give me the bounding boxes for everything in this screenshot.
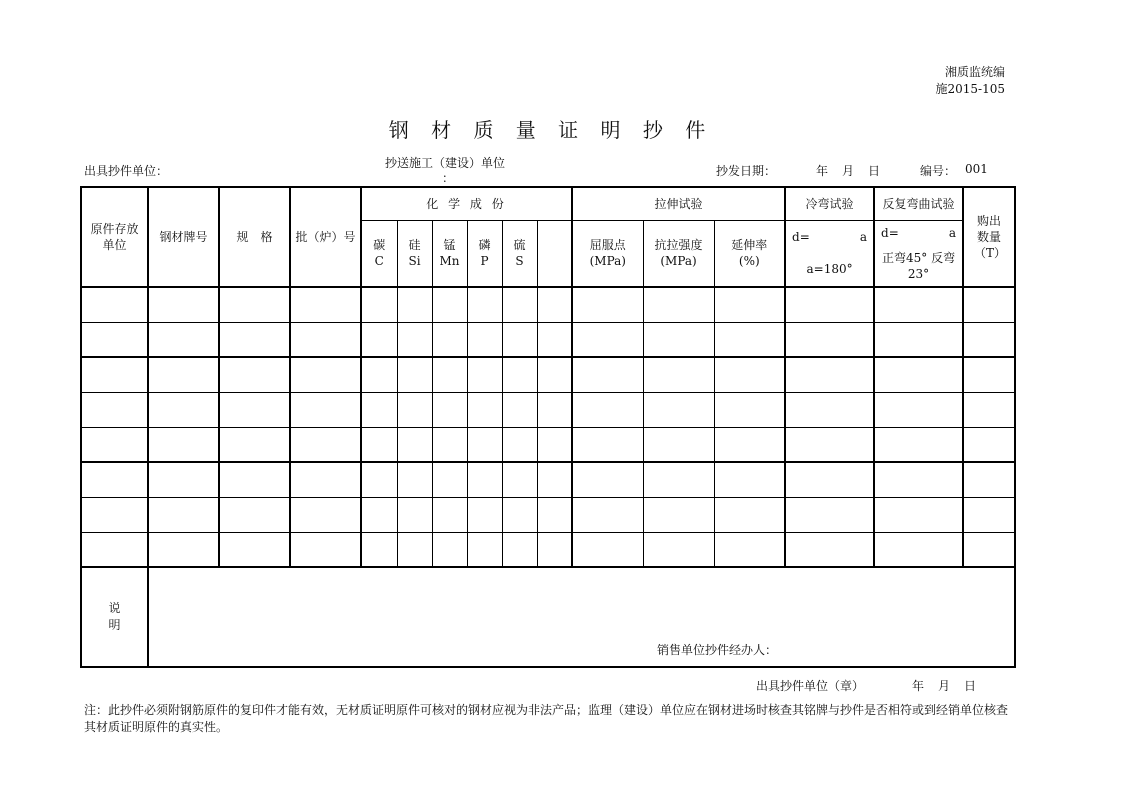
table-cell[interactable]: [502, 497, 537, 532]
table-cell[interactable]: [502, 427, 537, 462]
repeatbend-line3: 23°: [907, 266, 930, 281]
table-cell[interactable]: [361, 497, 397, 532]
table-cell[interactable]: [963, 532, 1015, 567]
chem-mn: [432, 220, 467, 287]
table-cell[interactable]: [643, 357, 714, 392]
table-cell[interactable]: [572, 427, 643, 462]
tensile-elong-unit: (%): [738, 254, 760, 269]
number-value: 001: [965, 162, 988, 176]
table-cell[interactable]: [537, 392, 572, 427]
table-cell[interactable]: [397, 497, 432, 532]
number-label: 编号：: [920, 164, 957, 178]
table-cell[interactable]: [148, 287, 219, 322]
table-cell[interactable]: [467, 357, 502, 392]
col-purchase-label: 购出数量（T）: [974, 214, 1007, 260]
table-cell[interactable]: [148, 322, 219, 357]
table-row: [81, 322, 1015, 357]
table-cell[interactable]: [148, 392, 219, 427]
table-cell[interactable]: [290, 497, 361, 532]
table-cell[interactable]: [81, 322, 148, 357]
table-cell[interactable]: [467, 322, 502, 357]
table-cell[interactable]: [290, 322, 361, 357]
table-cell[interactable]: [963, 322, 1015, 357]
table-cell[interactable]: [785, 322, 874, 357]
table-cell[interactable]: [874, 462, 963, 497]
table-cell[interactable]: [785, 392, 874, 427]
certificate-table: [80, 186, 1016, 668]
table-cell[interactable]: [874, 392, 963, 427]
table-cell[interactable]: [148, 497, 219, 532]
table-cell[interactable]: [714, 427, 785, 462]
table-cell[interactable]: [219, 322, 290, 357]
table-cell[interactable]: [397, 532, 432, 567]
table-cell[interactable]: [432, 427, 467, 462]
table-cell[interactable]: [572, 322, 643, 357]
date-label: 抄发日期：: [716, 164, 777, 178]
page-title: 钢 材 质 量 证 明 抄 件: [388, 118, 714, 142]
table-cell[interactable]: [572, 392, 643, 427]
col-original-storage-label: 原件存放单位: [90, 222, 139, 252]
coldbend-d-row: [786, 229, 873, 245]
remarks-content[interactable]: [148, 567, 1015, 667]
remarks-sign-label: 销售单位抄件经办人：: [657, 643, 778, 657]
coldbend-a: a: [859, 230, 868, 245]
table-cell[interactable]: [81, 497, 148, 532]
table-cell[interactable]: [572, 287, 643, 322]
table-cell[interactable]: [397, 322, 432, 357]
table-cell[interactable]: [361, 532, 397, 567]
table-cell[interactable]: [643, 287, 714, 322]
chem-c-symbol: C: [374, 254, 384, 269]
repeatbend-params: [874, 220, 963, 287]
table-cell[interactable]: [874, 497, 963, 532]
table-cell[interactable]: [572, 357, 643, 392]
table-cell[interactable]: [81, 427, 148, 462]
table-cell[interactable]: [290, 357, 361, 392]
table-cell[interactable]: [572, 462, 643, 497]
date-year: 年: [816, 164, 829, 178]
table-cell[interactable]: [467, 497, 502, 532]
table-cell[interactable]: [874, 357, 963, 392]
group-tensile: 拉伸试验: [572, 187, 785, 220]
table-cell[interactable]: [643, 322, 714, 357]
chem-p-symbol: P: [480, 254, 489, 269]
table-cell[interactable]: [537, 287, 572, 322]
table-cell[interactable]: [714, 497, 785, 532]
repeatbend-d: d=: [881, 225, 899, 240]
table-cell[interactable]: [361, 287, 397, 322]
chem-c: [361, 220, 397, 287]
table-cell[interactable]: [502, 532, 537, 567]
table-cell[interactable]: [572, 532, 643, 567]
table-row: [81, 532, 1015, 567]
table-cell[interactable]: [361, 392, 397, 427]
coldbend-angle: a=180°: [806, 262, 853, 277]
table-header-row-1: [81, 187, 1015, 220]
coldbend-d: d=: [792, 230, 810, 245]
table-cell[interactable]: [290, 287, 361, 322]
recipient-colon: ：: [442, 171, 455, 185]
table-cell[interactable]: [467, 392, 502, 427]
table-cell[interactable]: [785, 497, 874, 532]
table-cell[interactable]: [219, 357, 290, 392]
tensile-strength-unit: (MPa): [660, 254, 697, 269]
chem-p: [467, 220, 502, 287]
coldbend-params: [785, 220, 874, 287]
group-repeatbend: 反复弯曲试验: [874, 187, 963, 220]
table-cell[interactable]: [963, 427, 1015, 462]
table-cell[interactable]: [537, 462, 572, 497]
table-cell[interactable]: [361, 357, 397, 392]
table-cell[interactable]: [219, 497, 290, 532]
table-row: [81, 392, 1015, 427]
table-cell[interactable]: [397, 427, 432, 462]
chem-c-name: 碳: [373, 238, 386, 253]
table-cell[interactable]: [572, 497, 643, 532]
table-cell[interactable]: [714, 392, 785, 427]
repeatbend-line2: 正弯45° 反弯: [882, 250, 956, 265]
tensile-yield-label: 屈服点: [589, 238, 626, 253]
table-cell[interactable]: [785, 462, 874, 497]
repeatbend-d-row: [875, 225, 962, 241]
remarks-label-cell: [81, 567, 148, 667]
tensile-strength: [643, 220, 714, 287]
table-cell[interactable]: [219, 532, 290, 567]
table-cell[interactable]: [361, 322, 397, 357]
tensile-yield-unit: (MPa): [589, 254, 626, 269]
issuer-label: 出具抄件单位：: [84, 164, 169, 178]
table-cell[interactable]: [643, 497, 714, 532]
table-cell[interactable]: [432, 392, 467, 427]
table-cell[interactable]: [502, 322, 537, 357]
table-cell[interactable]: [148, 532, 219, 567]
table-cell[interactable]: [361, 427, 397, 462]
table-cell[interactable]: [963, 287, 1015, 322]
table-cell[interactable]: [874, 287, 963, 322]
table-cell[interactable]: [502, 392, 537, 427]
table-cell[interactable]: [537, 497, 572, 532]
table-cell[interactable]: [290, 427, 361, 462]
col-original-storage: [81, 187, 148, 287]
tensile-elong-label: 延伸率: [731, 238, 768, 253]
table-cell[interactable]: [397, 392, 432, 427]
footer-note: 注：此抄件必须附钢筋原件的复印件才能有效，无材质证明原件可核对的钢材应视为非法产品；监理（建设）单位应在钢材进场时核查其铭牌与抄件是否相符或到经销单位核查其材质证明原件的真实性。: [84, 703, 1009, 734]
table-cell[interactable]: [874, 532, 963, 567]
table-cell[interactable]: [714, 532, 785, 567]
date-day: 日: [868, 164, 881, 178]
table-cell[interactable]: [874, 427, 963, 462]
table-cell[interactable]: [397, 462, 432, 497]
table-row: [81, 462, 1015, 497]
form-code-line2: 施2015-105: [935, 82, 1005, 96]
tensile-yield: [572, 220, 643, 287]
form-code-line1: 湘质监统编: [944, 65, 1005, 79]
table-cell[interactable]: [874, 322, 963, 357]
table-cell[interactable]: [432, 462, 467, 497]
table-cell[interactable]: [785, 427, 874, 462]
table-cell[interactable]: [81, 357, 148, 392]
footer-month: 月: [938, 679, 951, 693]
chem-si-symbol: Si: [408, 254, 421, 269]
table-cell[interactable]: [148, 427, 219, 462]
table-cell[interactable]: [785, 287, 874, 322]
table-row: [81, 497, 1015, 532]
table-cell[interactable]: [963, 497, 1015, 532]
table-cell[interactable]: [397, 357, 432, 392]
table-cell[interactable]: [81, 287, 148, 322]
table-cell[interactable]: [290, 392, 361, 427]
col-spec: 规 格: [219, 187, 290, 287]
table-cell[interactable]: [148, 462, 219, 497]
table-cell[interactable]: [219, 392, 290, 427]
table-cell[interactable]: [785, 532, 874, 567]
form-code: [936, 64, 1006, 98]
table-cell[interactable]: [81, 462, 148, 497]
table-row: [81, 357, 1015, 392]
table-cell[interactable]: [643, 427, 714, 462]
remarks-row: [81, 567, 1015, 667]
table-body: [81, 287, 1015, 567]
table-cell[interactable]: [963, 392, 1015, 427]
table-cell[interactable]: [219, 462, 290, 497]
date-month: 月: [842, 164, 855, 178]
table-cell[interactable]: [643, 532, 714, 567]
tensile-elong: [714, 220, 785, 287]
chem-s: [502, 220, 537, 287]
table-cell[interactable]: [502, 287, 537, 322]
group-chem: 化 学 成 份: [361, 187, 572, 220]
table-cell[interactable]: [81, 392, 148, 427]
table-cell[interactable]: [643, 392, 714, 427]
table-cell[interactable]: [361, 462, 397, 497]
table-cell[interactable]: [537, 427, 572, 462]
table-row: [81, 287, 1015, 322]
table-cell[interactable]: [219, 287, 290, 322]
chem-si: [397, 220, 432, 287]
col-grade: 钢材牌号: [148, 187, 219, 287]
chem-p-name: 磷: [478, 238, 491, 253]
table-cell[interactable]: [537, 357, 572, 392]
table-cell[interactable]: [467, 462, 502, 497]
table-cell[interactable]: [219, 427, 290, 462]
repeatbend-a: a: [948, 225, 957, 240]
table-cell[interactable]: [502, 462, 537, 497]
chem-mn-name: 锰: [443, 238, 456, 253]
table-cell[interactable]: [714, 287, 785, 322]
table-cell[interactable]: [714, 462, 785, 497]
footer-year: 年: [912, 679, 925, 693]
table-cell[interactable]: [714, 322, 785, 357]
table-cell[interactable]: [432, 357, 467, 392]
chem-mn-symbol: Mn: [439, 254, 460, 269]
table-cell[interactable]: [432, 497, 467, 532]
table-cell[interactable]: [290, 462, 361, 497]
remarks-label: 说明: [108, 601, 121, 632]
chem-si-name: 硅: [408, 238, 421, 253]
table-cell[interactable]: [537, 322, 572, 357]
chem-blank: [537, 220, 572, 287]
table-cell[interactable]: [81, 532, 148, 567]
col-purchase: [963, 187, 1015, 287]
chem-s-name: 硫: [513, 238, 526, 253]
table-cell[interactable]: [397, 287, 432, 322]
table-cell[interactable]: [467, 427, 502, 462]
table-cell[interactable]: [643, 462, 714, 497]
table-cell[interactable]: [467, 532, 502, 567]
recipient-label: 抄送施工（建设）单位: [385, 156, 506, 170]
col-batch: 批（炉）号: [290, 187, 361, 287]
table-cell[interactable]: [467, 287, 502, 322]
table-cell[interactable]: [714, 357, 785, 392]
stamp-label: 出具抄件单位（章）: [756, 679, 865, 693]
table-row: [81, 427, 1015, 462]
table-cell[interactable]: [432, 322, 467, 357]
tensile-strength-label: 抗拉强度: [654, 238, 703, 253]
chem-s-symbol: S: [515, 254, 524, 269]
table-cell[interactable]: [432, 287, 467, 322]
table-cell[interactable]: [502, 357, 537, 392]
table-cell[interactable]: [963, 357, 1015, 392]
table-cell[interactable]: [148, 357, 219, 392]
table-cell[interactable]: [963, 462, 1015, 497]
table-cell[interactable]: [432, 532, 467, 567]
footer-day: 日: [964, 679, 977, 693]
table-cell[interactable]: [785, 357, 874, 392]
group-coldbend: 冷弯试验: [785, 187, 874, 220]
table-cell[interactable]: [290, 532, 361, 567]
table-cell[interactable]: [537, 532, 572, 567]
